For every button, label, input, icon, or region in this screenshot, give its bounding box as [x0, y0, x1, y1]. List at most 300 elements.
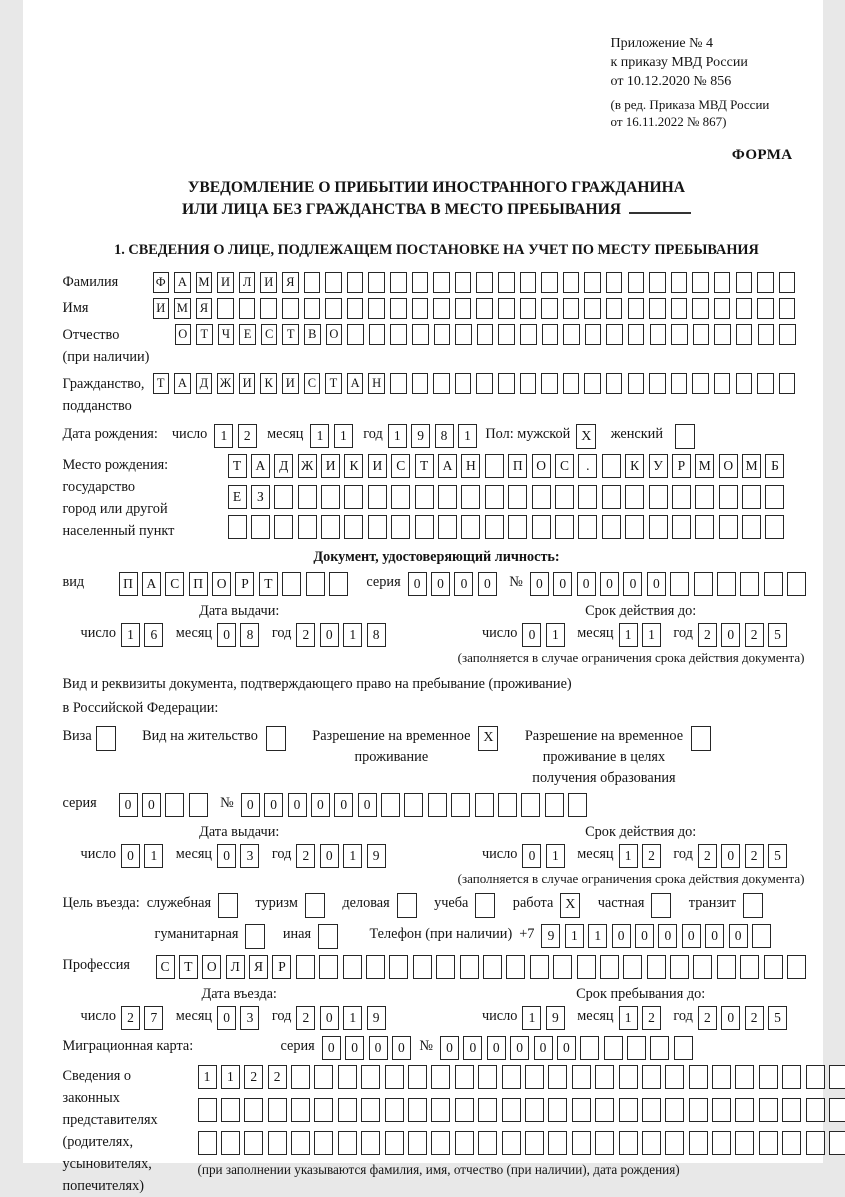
char-box[interactable]	[719, 515, 738, 539]
char-box[interactable]	[483, 955, 502, 979]
char-box[interactable]: 0	[557, 1036, 576, 1060]
char-box[interactable]: 2	[642, 844, 661, 868]
char-box[interactable]	[165, 793, 184, 817]
char-box[interactable]: П	[508, 454, 527, 478]
char-box[interactable]: А	[438, 454, 457, 478]
char-box[interactable]: А	[174, 272, 191, 293]
char-box[interactable]	[477, 324, 494, 345]
char-box[interactable]: Я	[249, 955, 268, 979]
char-box[interactable]	[314, 1131, 333, 1155]
char-box[interactable]: 1	[588, 924, 607, 948]
char-box[interactable]	[314, 1065, 333, 1089]
char-box[interactable]	[672, 485, 691, 509]
char-box[interactable]	[344, 515, 363, 539]
char-box[interactable]: А	[251, 454, 270, 478]
char-box[interactable]	[714, 324, 731, 345]
char-box[interactable]: 1	[619, 1006, 638, 1030]
char-box[interactable]: 0	[369, 1036, 388, 1060]
char-box[interactable]	[692, 373, 709, 394]
char-box[interactable]: 0	[534, 1036, 553, 1060]
char-box[interactable]	[689, 1065, 708, 1089]
char-box[interactable]	[347, 298, 364, 319]
char-box[interactable]: 0	[577, 572, 596, 596]
char-box[interactable]	[314, 1098, 333, 1122]
char-box[interactable]: Т	[282, 324, 299, 345]
char-box[interactable]: 0	[612, 924, 631, 948]
char-box[interactable]: Ж	[217, 373, 234, 394]
char-box[interactable]: И	[239, 373, 256, 394]
char-box[interactable]	[318, 924, 338, 949]
char-box[interactable]	[520, 373, 537, 394]
char-box[interactable]	[268, 1098, 287, 1122]
char-box[interactable]	[578, 515, 597, 539]
char-box[interactable]	[361, 1131, 380, 1155]
char-box[interactable]: 0	[440, 1036, 459, 1060]
char-box[interactable]: Т	[228, 454, 247, 478]
char-box[interactable]	[291, 1098, 310, 1122]
char-box[interactable]: И	[153, 298, 170, 319]
char-box[interactable]: 0	[320, 1006, 339, 1030]
char-box[interactable]: 0	[729, 924, 748, 948]
char-box[interactable]	[542, 324, 559, 345]
char-box[interactable]: 0	[408, 572, 427, 596]
char-box[interactable]: М	[695, 454, 714, 478]
char-box[interactable]	[412, 298, 429, 319]
char-box[interactable]: О	[719, 454, 738, 478]
char-box[interactable]: 2	[296, 844, 315, 868]
char-box[interactable]: Е	[228, 485, 247, 509]
char-box[interactable]	[572, 1131, 591, 1155]
char-box[interactable]	[806, 1131, 825, 1155]
char-box[interactable]	[502, 1065, 521, 1089]
char-box[interactable]	[627, 1036, 646, 1060]
char-box[interactable]: С	[391, 454, 410, 478]
char-box[interactable]	[343, 955, 362, 979]
char-box[interactable]: Т	[196, 324, 213, 345]
char-box[interactable]: 0	[241, 793, 260, 817]
char-box[interactable]	[764, 955, 783, 979]
char-box[interactable]	[695, 515, 714, 539]
char-box[interactable]: 2	[642, 1006, 661, 1030]
char-box[interactable]: 1	[546, 623, 565, 647]
char-box[interactable]	[433, 272, 450, 293]
char-box[interactable]	[361, 1098, 380, 1122]
char-box[interactable]	[553, 955, 572, 979]
char-box[interactable]	[436, 955, 455, 979]
char-box[interactable]: И	[321, 454, 340, 478]
char-box[interactable]	[740, 572, 759, 596]
char-box[interactable]	[433, 373, 450, 394]
char-box[interactable]	[245, 924, 265, 949]
char-box[interactable]	[412, 272, 429, 293]
char-box[interactable]	[475, 893, 495, 918]
char-box[interactable]: 0	[345, 1036, 364, 1060]
char-box[interactable]	[584, 373, 601, 394]
char-box[interactable]	[428, 793, 447, 817]
char-box[interactable]	[368, 515, 387, 539]
char-box[interactable]	[829, 1065, 845, 1089]
char-box[interactable]	[431, 1131, 450, 1155]
char-box[interactable]	[555, 485, 574, 509]
char-box[interactable]	[650, 324, 667, 345]
char-box[interactable]	[757, 298, 774, 319]
char-box[interactable]: 2	[698, 844, 717, 868]
char-box[interactable]: 9	[541, 924, 560, 948]
char-box[interactable]	[691, 726, 711, 751]
char-box[interactable]	[478, 1131, 497, 1155]
char-box[interactable]: Т	[259, 572, 278, 596]
char-box[interactable]	[385, 1131, 404, 1155]
char-box[interactable]	[347, 272, 364, 293]
char-box[interactable]: М	[742, 454, 761, 478]
char-box[interactable]: К	[260, 373, 277, 394]
char-box[interactable]: 3	[240, 1006, 259, 1030]
char-box[interactable]	[555, 515, 574, 539]
char-box[interactable]	[736, 373, 753, 394]
char-box[interactable]	[757, 373, 774, 394]
char-box[interactable]	[520, 298, 537, 319]
char-box[interactable]	[758, 324, 775, 345]
char-box[interactable]	[296, 955, 315, 979]
char-box[interactable]: 0	[522, 623, 541, 647]
char-box[interactable]: 0	[647, 572, 666, 596]
char-box[interactable]	[221, 1131, 240, 1155]
char-box[interactable]: Д	[196, 373, 213, 394]
char-box[interactable]	[548, 1098, 567, 1122]
char-box[interactable]	[291, 1131, 310, 1155]
char-box[interactable]	[671, 373, 688, 394]
char-box[interactable]: 2	[296, 1006, 315, 1030]
char-box[interactable]	[584, 298, 601, 319]
char-box[interactable]: О	[326, 324, 343, 345]
char-box[interactable]: С	[555, 454, 574, 478]
char-box[interactable]	[291, 1065, 310, 1089]
char-box[interactable]: Т	[325, 373, 342, 394]
char-box[interactable]	[782, 1065, 801, 1089]
char-box[interactable]: Я	[282, 272, 299, 293]
char-box[interactable]	[221, 1098, 240, 1122]
char-box[interactable]: Р	[272, 955, 291, 979]
char-box[interactable]	[649, 272, 666, 293]
char-box[interactable]	[282, 298, 299, 319]
char-box[interactable]: 1	[388, 424, 407, 448]
char-box[interactable]	[391, 515, 410, 539]
char-box[interactable]: К	[625, 454, 644, 478]
char-box[interactable]	[735, 1131, 754, 1155]
char-box[interactable]	[604, 1036, 623, 1060]
char-box[interactable]: Д	[274, 454, 293, 478]
char-box[interactable]	[498, 373, 515, 394]
char-box[interactable]	[619, 1098, 638, 1122]
char-box[interactable]	[390, 324, 407, 345]
char-box[interactable]: 1	[214, 424, 233, 448]
char-box[interactable]	[217, 298, 234, 319]
char-box[interactable]: 1	[343, 623, 362, 647]
char-box[interactable]	[829, 1131, 845, 1155]
char-box[interactable]: 0	[721, 1006, 740, 1030]
char-box[interactable]	[461, 515, 480, 539]
char-box[interactable]: 7	[144, 1006, 163, 1030]
char-box[interactable]	[619, 1131, 638, 1155]
char-box[interactable]	[619, 1065, 638, 1089]
char-box[interactable]: X	[478, 726, 498, 751]
char-box[interactable]: 2	[745, 623, 764, 647]
char-box[interactable]: 2	[121, 1006, 140, 1030]
char-box[interactable]	[628, 373, 645, 394]
char-box[interactable]	[765, 485, 784, 509]
char-box[interactable]	[765, 515, 784, 539]
char-box[interactable]	[329, 572, 348, 596]
char-box[interactable]	[671, 298, 688, 319]
char-box[interactable]: 0	[510, 1036, 529, 1060]
char-box[interactable]	[735, 1065, 754, 1089]
char-box[interactable]	[602, 485, 621, 509]
char-box[interactable]	[476, 373, 493, 394]
char-box[interactable]	[695, 485, 714, 509]
char-box[interactable]	[415, 485, 434, 509]
char-box[interactable]: 0	[311, 793, 330, 817]
char-box[interactable]	[714, 298, 731, 319]
char-box[interactable]: 9	[546, 1006, 565, 1030]
char-box[interactable]: 0	[119, 793, 138, 817]
char-box[interactable]	[649, 485, 668, 509]
char-box[interactable]: .	[578, 454, 597, 478]
char-box[interactable]	[694, 572, 713, 596]
char-box[interactable]	[752, 924, 771, 948]
char-box[interactable]	[642, 1131, 661, 1155]
char-box[interactable]: 6	[144, 623, 163, 647]
char-box[interactable]: Т	[153, 373, 170, 394]
char-box[interactable]: 1	[144, 844, 163, 868]
char-box[interactable]	[606, 373, 623, 394]
char-box[interactable]: О	[532, 454, 551, 478]
char-box[interactable]: И	[282, 373, 299, 394]
char-box[interactable]	[642, 1098, 661, 1122]
char-box[interactable]	[189, 793, 208, 817]
char-box[interactable]	[520, 324, 537, 345]
char-box[interactable]	[244, 1131, 263, 1155]
char-box[interactable]	[563, 298, 580, 319]
char-box[interactable]	[397, 893, 417, 918]
char-box[interactable]: 5	[768, 1006, 787, 1030]
char-box[interactable]: 9	[367, 1006, 386, 1030]
char-box[interactable]	[476, 272, 493, 293]
char-box[interactable]: Н	[368, 373, 385, 394]
char-box[interactable]: П	[189, 572, 208, 596]
char-box[interactable]	[498, 298, 515, 319]
char-box[interactable]	[545, 793, 564, 817]
char-box[interactable]	[782, 1098, 801, 1122]
char-box[interactable]	[759, 1131, 778, 1155]
char-box[interactable]	[779, 272, 796, 293]
char-box[interactable]	[520, 272, 537, 293]
char-box[interactable]: X	[560, 893, 580, 918]
char-box[interactable]	[198, 1131, 217, 1155]
char-box[interactable]	[595, 1065, 614, 1089]
char-box[interactable]	[829, 1098, 845, 1122]
char-box[interactable]	[438, 485, 457, 509]
char-box[interactable]	[282, 572, 301, 596]
char-box[interactable]: Т	[415, 454, 434, 478]
char-box[interactable]: 0	[121, 844, 140, 868]
char-box[interactable]: 0	[142, 793, 161, 817]
char-box[interactable]	[525, 1098, 544, 1122]
char-box[interactable]: 8	[435, 424, 454, 448]
char-box[interactable]	[498, 793, 517, 817]
char-box[interactable]	[451, 793, 470, 817]
char-box[interactable]	[521, 793, 540, 817]
char-box[interactable]	[413, 955, 432, 979]
char-box[interactable]: Л	[239, 272, 256, 293]
char-box[interactable]	[304, 298, 321, 319]
char-box[interactable]	[584, 272, 601, 293]
char-box[interactable]	[577, 955, 596, 979]
char-box[interactable]	[717, 955, 736, 979]
char-box[interactable]: 0	[635, 924, 654, 948]
char-box[interactable]	[498, 272, 515, 293]
char-box[interactable]	[298, 515, 317, 539]
char-box[interactable]	[361, 1065, 380, 1089]
char-box[interactable]	[580, 1036, 599, 1060]
char-box[interactable]	[650, 1036, 669, 1060]
char-box[interactable]: М	[174, 298, 191, 319]
char-box[interactable]: 0	[658, 924, 677, 948]
char-box[interactable]	[665, 1098, 684, 1122]
char-box[interactable]	[782, 1131, 801, 1155]
char-box[interactable]	[602, 515, 621, 539]
char-box[interactable]	[649, 298, 666, 319]
char-box[interactable]	[434, 324, 451, 345]
char-box[interactable]	[623, 955, 642, 979]
char-box[interactable]	[606, 272, 623, 293]
char-box[interactable]: А	[174, 373, 191, 394]
char-box[interactable]	[274, 515, 293, 539]
char-box[interactable]	[743, 893, 763, 918]
char-box[interactable]: 0	[600, 572, 619, 596]
char-box[interactable]	[712, 1131, 731, 1155]
char-box[interactable]: 0	[217, 1006, 236, 1030]
char-box[interactable]	[460, 955, 479, 979]
char-box[interactable]: Р	[672, 454, 691, 478]
char-box[interactable]	[572, 1065, 591, 1089]
char-box[interactable]: О	[212, 572, 231, 596]
char-box[interactable]	[649, 373, 666, 394]
char-box[interactable]: И	[368, 454, 387, 478]
char-box[interactable]: Н	[461, 454, 480, 478]
char-box[interactable]: Л	[226, 955, 245, 979]
char-box[interactable]: 0	[217, 623, 236, 647]
char-box[interactable]	[602, 454, 621, 478]
char-box[interactable]	[712, 1065, 731, 1089]
char-box[interactable]	[306, 572, 325, 596]
char-box[interactable]: 0	[431, 572, 450, 596]
char-box[interactable]: 0	[320, 623, 339, 647]
char-box[interactable]: 0	[721, 844, 740, 868]
char-box[interactable]	[268, 1131, 287, 1155]
char-box[interactable]	[532, 485, 551, 509]
char-box[interactable]: 0	[320, 844, 339, 868]
char-box[interactable]	[628, 324, 645, 345]
char-box[interactable]	[672, 515, 691, 539]
char-box[interactable]	[541, 298, 558, 319]
char-box[interactable]: Ж	[298, 454, 317, 478]
char-box[interactable]: Я	[196, 298, 213, 319]
char-box[interactable]	[508, 485, 527, 509]
char-box[interactable]	[368, 485, 387, 509]
char-box[interactable]	[628, 272, 645, 293]
char-box[interactable]: 2	[745, 1006, 764, 1030]
char-box[interactable]	[642, 1065, 661, 1089]
char-box[interactable]	[96, 726, 116, 751]
char-box[interactable]: 1	[522, 1006, 541, 1030]
char-box[interactable]: С	[156, 955, 175, 979]
char-box[interactable]: Б	[765, 454, 784, 478]
char-box[interactable]: 9	[411, 424, 430, 448]
char-box[interactable]	[712, 1098, 731, 1122]
char-box[interactable]	[381, 793, 400, 817]
char-box[interactable]: 0	[358, 793, 377, 817]
char-box[interactable]	[530, 955, 549, 979]
char-box[interactable]	[628, 298, 645, 319]
char-box[interactable]	[476, 298, 493, 319]
char-box[interactable]	[502, 1098, 521, 1122]
char-box[interactable]	[689, 1131, 708, 1155]
char-box[interactable]: 1	[334, 424, 353, 448]
char-box[interactable]: 0	[264, 793, 283, 817]
char-box[interactable]: 1	[565, 924, 584, 948]
char-box[interactable]	[563, 324, 580, 345]
char-box[interactable]	[689, 1098, 708, 1122]
char-box[interactable]	[404, 793, 423, 817]
char-box[interactable]	[719, 485, 738, 509]
char-box[interactable]: 1	[343, 1006, 362, 1030]
char-box[interactable]	[757, 272, 774, 293]
char-box[interactable]	[651, 893, 671, 918]
char-box[interactable]	[369, 324, 386, 345]
char-box[interactable]	[670, 955, 689, 979]
char-box[interactable]: 2	[745, 844, 764, 868]
char-box[interactable]: З	[251, 485, 270, 509]
char-box[interactable]	[391, 485, 410, 509]
char-box[interactable]: П	[119, 572, 138, 596]
char-box[interactable]	[455, 298, 472, 319]
char-box[interactable]: 1	[121, 623, 140, 647]
char-box[interactable]	[541, 272, 558, 293]
char-box[interactable]: 1	[619, 844, 638, 868]
char-box[interactable]	[498, 324, 515, 345]
char-box[interactable]: 0	[530, 572, 549, 596]
char-box[interactable]: 1	[310, 424, 329, 448]
char-box[interactable]: 0	[721, 623, 740, 647]
char-box[interactable]	[563, 272, 580, 293]
char-box[interactable]	[431, 1065, 450, 1089]
char-box[interactable]: 2	[296, 623, 315, 647]
char-box[interactable]	[461, 485, 480, 509]
char-box[interactable]: 3	[240, 844, 259, 868]
char-box[interactable]	[671, 324, 688, 345]
char-box[interactable]	[485, 454, 504, 478]
char-box[interactable]	[455, 324, 472, 345]
char-box[interactable]	[606, 324, 623, 345]
char-box[interactable]: 8	[367, 623, 386, 647]
char-box[interactable]	[764, 572, 783, 596]
char-box[interactable]	[736, 298, 753, 319]
char-box[interactable]	[625, 485, 644, 509]
char-box[interactable]	[532, 515, 551, 539]
char-box[interactable]	[595, 1131, 614, 1155]
char-box[interactable]	[502, 1131, 521, 1155]
char-box[interactable]	[274, 485, 293, 509]
